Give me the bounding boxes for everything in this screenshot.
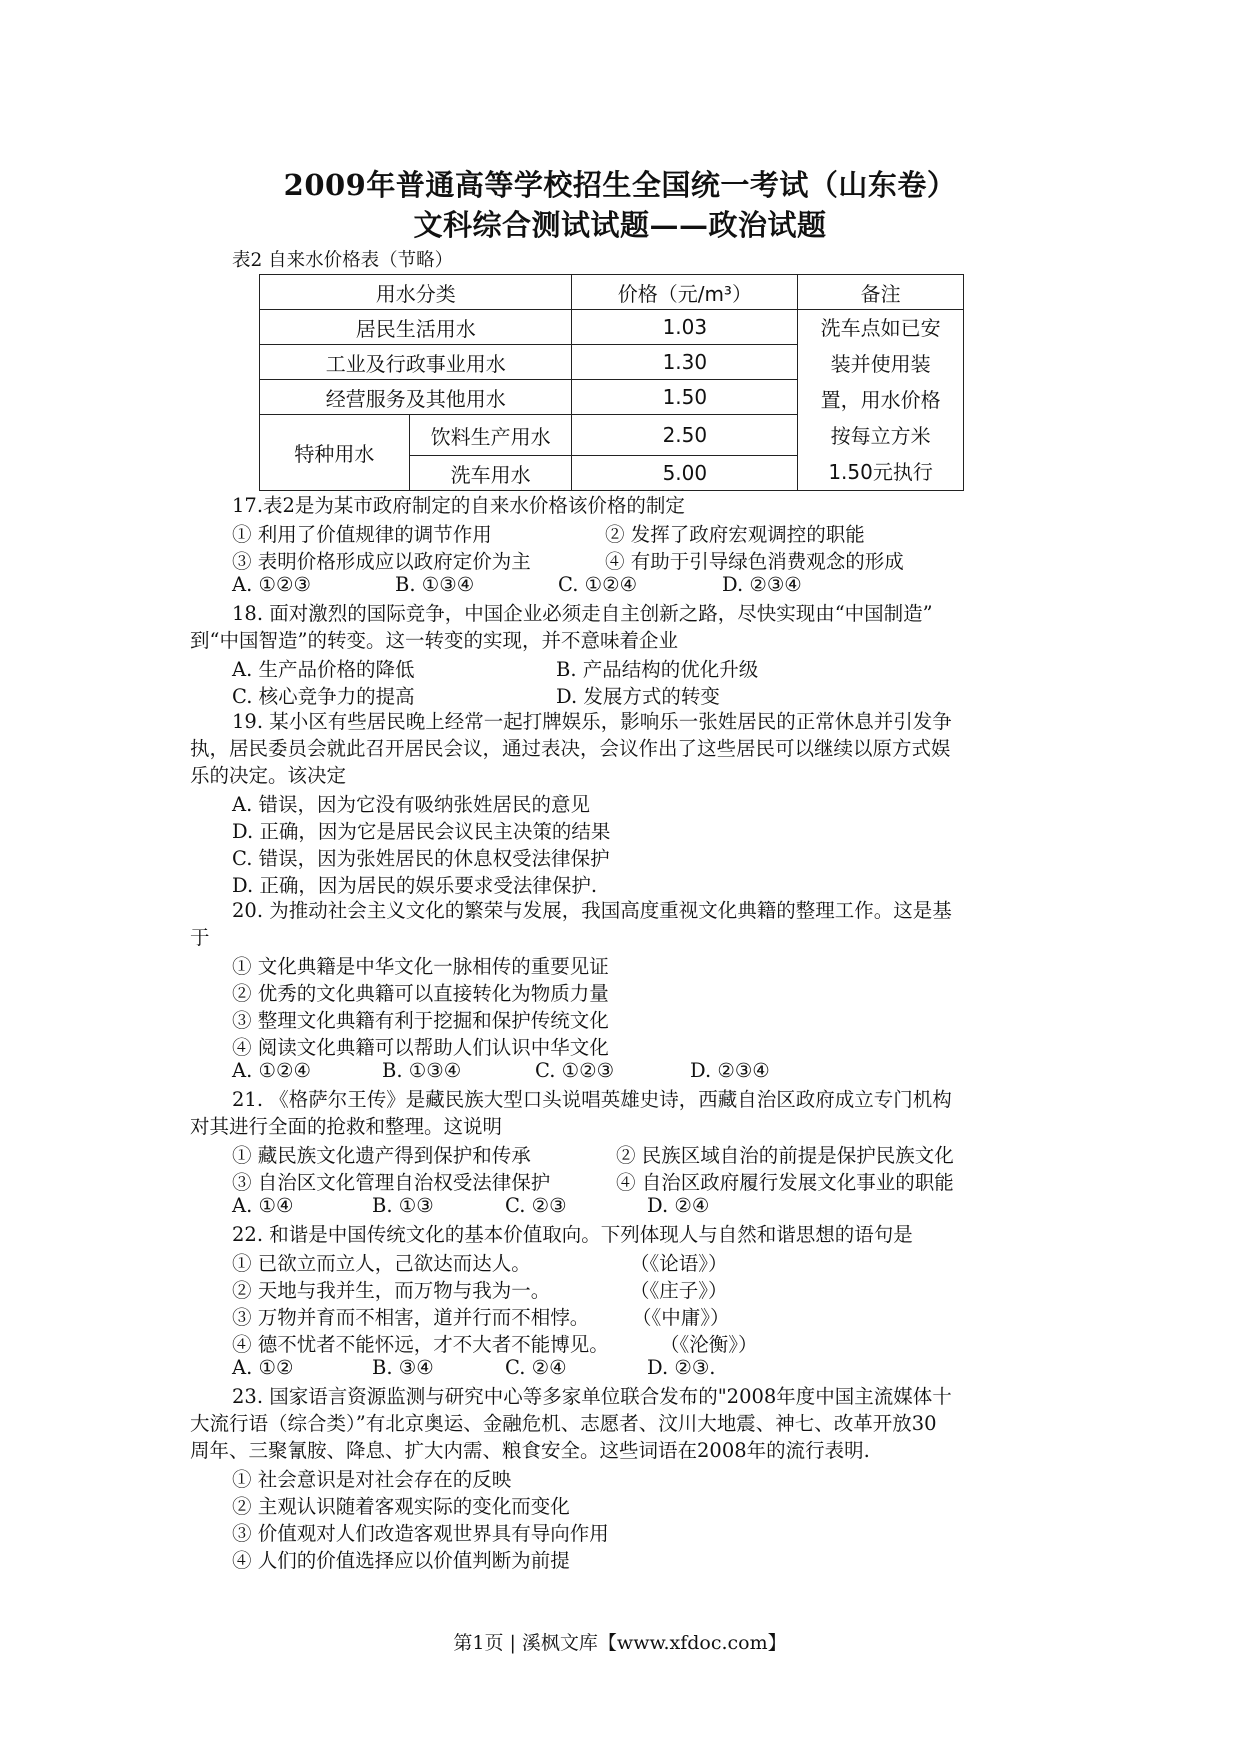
q20-stem-line-2: 于 [190,926,210,949]
special-group-cell: 特种用水 [260,415,410,491]
row-price: 1.30 [572,345,798,380]
q17-option-a: A. ①②③ [232,573,311,596]
q18-option-b: B. 产品结构的优化升级 [556,658,759,681]
q21-statement-4: ④ 自治区政府履行发展文化事业的职能 [616,1171,954,1194]
q19-option-d: D. 正确，因为居民的娱乐要求受法律保护. [232,874,598,897]
q23-stem-line-1: 23. 国家语言资源监测与研究中心等多家单位联合发布的"2008年度中国主流媒体十 [232,1385,952,1408]
q20-option-b: B. ①③④ [382,1059,462,1082]
q20-option-c: C. ①②③ [535,1059,615,1082]
q23-statement-2: ② 主观认识随着客观实际的变化而变化 [232,1495,570,1518]
table-caption: 表2 自来水价格表（节略） [232,250,454,271]
q19-option-c: C. 错误，因为张姓居民的休息权受法律保护 [232,847,610,870]
q23-stem-line-2: 大流行语（综合类）”有北京奥运、金融危机、志愿者、汶川大地震、神七、改革开放30 [190,1412,937,1435]
row-category: 工业及行政事业用水 [260,345,572,380]
note-line: 1.50元执行 [828,460,933,484]
q20-statement-4: ④ 阅读文化典籍可以帮助人们认识中华文化 [232,1036,609,1059]
q18-option-d: D. 发展方式的转变 [556,685,720,708]
q22-statement-1: ① 已欲立而立人，己欲达而达人。 [232,1252,531,1275]
header-price: 价格（元/m³） [572,275,798,310]
water-price-table [259,274,964,491]
note-line: 置，用水价格 [820,388,941,412]
q20-statement-3: ③ 整理文化典籍有利于挖掘和保护传统文化 [232,1009,609,1032]
note-line: 洗车点如已安 [820,316,941,340]
header-note: 备注 [798,275,964,310]
q17-option-d: D. ②③④ [722,573,802,596]
row-category: 饮料生产用水 [409,415,572,456]
q18-stem-line-1: 18. 面对激烈的国际竞争，中国企业必须走自主创新之路，尽快实现由“中国制造” [232,602,933,625]
title-line-2: 文科综合测试试题——政治试题 [413,208,827,242]
row-category: 经营服务及其他用水 [260,380,572,415]
q21-statement-1: ① 藏民族文化遗产得到保护和传承 [232,1144,531,1167]
q22-source-3: （《中庸》） [632,1306,730,1329]
title-line-1: 2009年普通高等学校招生全国统一考试（山东卷） [283,168,957,202]
q22-stem: 22. 和谐是中国传统文化的基本价值取向。下列体现人与自然和谐思想的语句是 [232,1223,913,1246]
header-category: 用水分类 [260,275,572,310]
q20-statement-2: ② 优秀的文化典籍可以直接转化为物质力量 [232,982,609,1005]
row-price: 1.50 [572,380,798,415]
q18-stem-line-2: 到“中国智造”的转变。这一转变的实现，并不意味着企业 [190,629,678,652]
q21-option-d: D. ②④ [647,1194,710,1217]
q18-option-c: C. 核心竞争力的提高 [232,685,415,708]
q21-option-c: C. ②③ [505,1194,567,1217]
q20-statement-1: ① 文化典籍是中华文化一脉相传的重要见证 [232,955,609,978]
q22-option-a: A. ①② [232,1356,294,1379]
q21-stem-line-2: 对其进行全面的抢救和整理。这说明 [190,1115,503,1138]
q20-stem-line-1: 20. 为推动社会主义文化的繁荣与发展，我国高度重视文化典籍的整理工作。这是基 [232,899,952,922]
q21-statement-3: ③ 自治区文化管理自治权受法律保护 [232,1171,551,1194]
note-line: 按每立方米 [830,424,931,448]
row-price: 5.00 [572,456,798,491]
q19-option-b: D. 正确，因为它是居民会议民主决策的结果 [232,820,611,843]
q21-statement-2: ② 民族区域自治的前提是保护民族文化 [616,1144,954,1167]
q23-statement-1: ① 社会意识是对社会存在的反映 [232,1468,512,1491]
q19-stem-line-1: 19. 某小区有些居民晚上经常一起打牌娱乐，影响乐一张姓居民的正常休息并引发争 [232,710,952,733]
q20-option-d: D. ②③④ [690,1059,770,1082]
q23-statement-3: ③ 价值观对人们改造客观世界具有导向作用 [232,1522,609,1545]
q19-stem-line-2: 执，居民委员会就此召开居民会议，通过表决，会议作出了这些居民可以继续以原方式娱 [190,737,951,760]
q22-statement-2: ② 天地与我并生，而万物与我为一。 [232,1279,551,1302]
q22-source-4: （《沦衡》） [660,1333,758,1356]
q17-stem: 17.表2是为某市政府制定的自来水价格该价格的制定 [232,494,685,517]
table-row [260,310,964,345]
q23-stem-line-3: 周年、三聚氰胺、降息、扩大内需、粮食安全。这些词语在2008年的流行表明. [190,1439,870,1462]
q18-option-a: A. 生产品价格的降低 [232,658,415,681]
row-category: 洗车用水 [409,456,572,491]
q20-option-a: A. ①②④ [232,1059,311,1082]
q22-statement-4: ④ 德不忧者不能怀远，才不大者不能博见。 [232,1333,609,1356]
q19-option-a: A. 错误，因为它没有吸纳张姓居民的意见 [232,793,590,816]
q22-option-d: D. ②③. [647,1356,716,1379]
q23-statement-4: ④ 人们的价值选择应以价值判断为前提 [232,1549,570,1572]
q17-statement-3: ③ 表明价格形成应以政府定价为主 [232,550,531,573]
page-footer: 第1页 | 溪枫文库【www.xfdoc.com】 [453,1632,787,1654]
q21-stem-line-1: 21. 《格萨尔王传》是藏民族大型口头说唱英雄史诗，西藏自治区政府成立专门机构 [232,1088,952,1111]
row-price: 1.03 [572,310,798,345]
row-price: 2.50 [572,415,798,456]
q19-stem-line-3: 乐的决定。该决定 [190,764,347,787]
q17-statement-1: ① 利用了价值规律的调节作用 [232,523,492,546]
q22-statement-3: ③ 万物并育而不相害，道并行而不相悖。 [232,1306,590,1329]
q17-option-c: C. ①②④ [558,573,638,596]
row-category: 居民生活用水 [260,310,572,345]
q22-source-2: （《庄子》） [630,1279,728,1302]
q21-option-a: A. ①④ [232,1194,294,1217]
q22-option-c: C. ②④ [505,1356,567,1379]
q17-statement-4: ④ 有助于引导绿色消费观念的形成 [605,550,904,573]
note-cell [798,310,964,491]
q17-option-b: B. ①③④ [395,573,475,596]
q21-option-b: B. ①③ [372,1194,434,1217]
q22-option-b: B. ③④ [372,1356,434,1379]
note-line: 装并使用装 [830,352,931,376]
table-header-row [260,275,964,310]
q22-source-1: （《论语》） [630,1252,728,1275]
q17-statement-2: ② 发挥了政府宏观调控的职能 [605,523,865,546]
